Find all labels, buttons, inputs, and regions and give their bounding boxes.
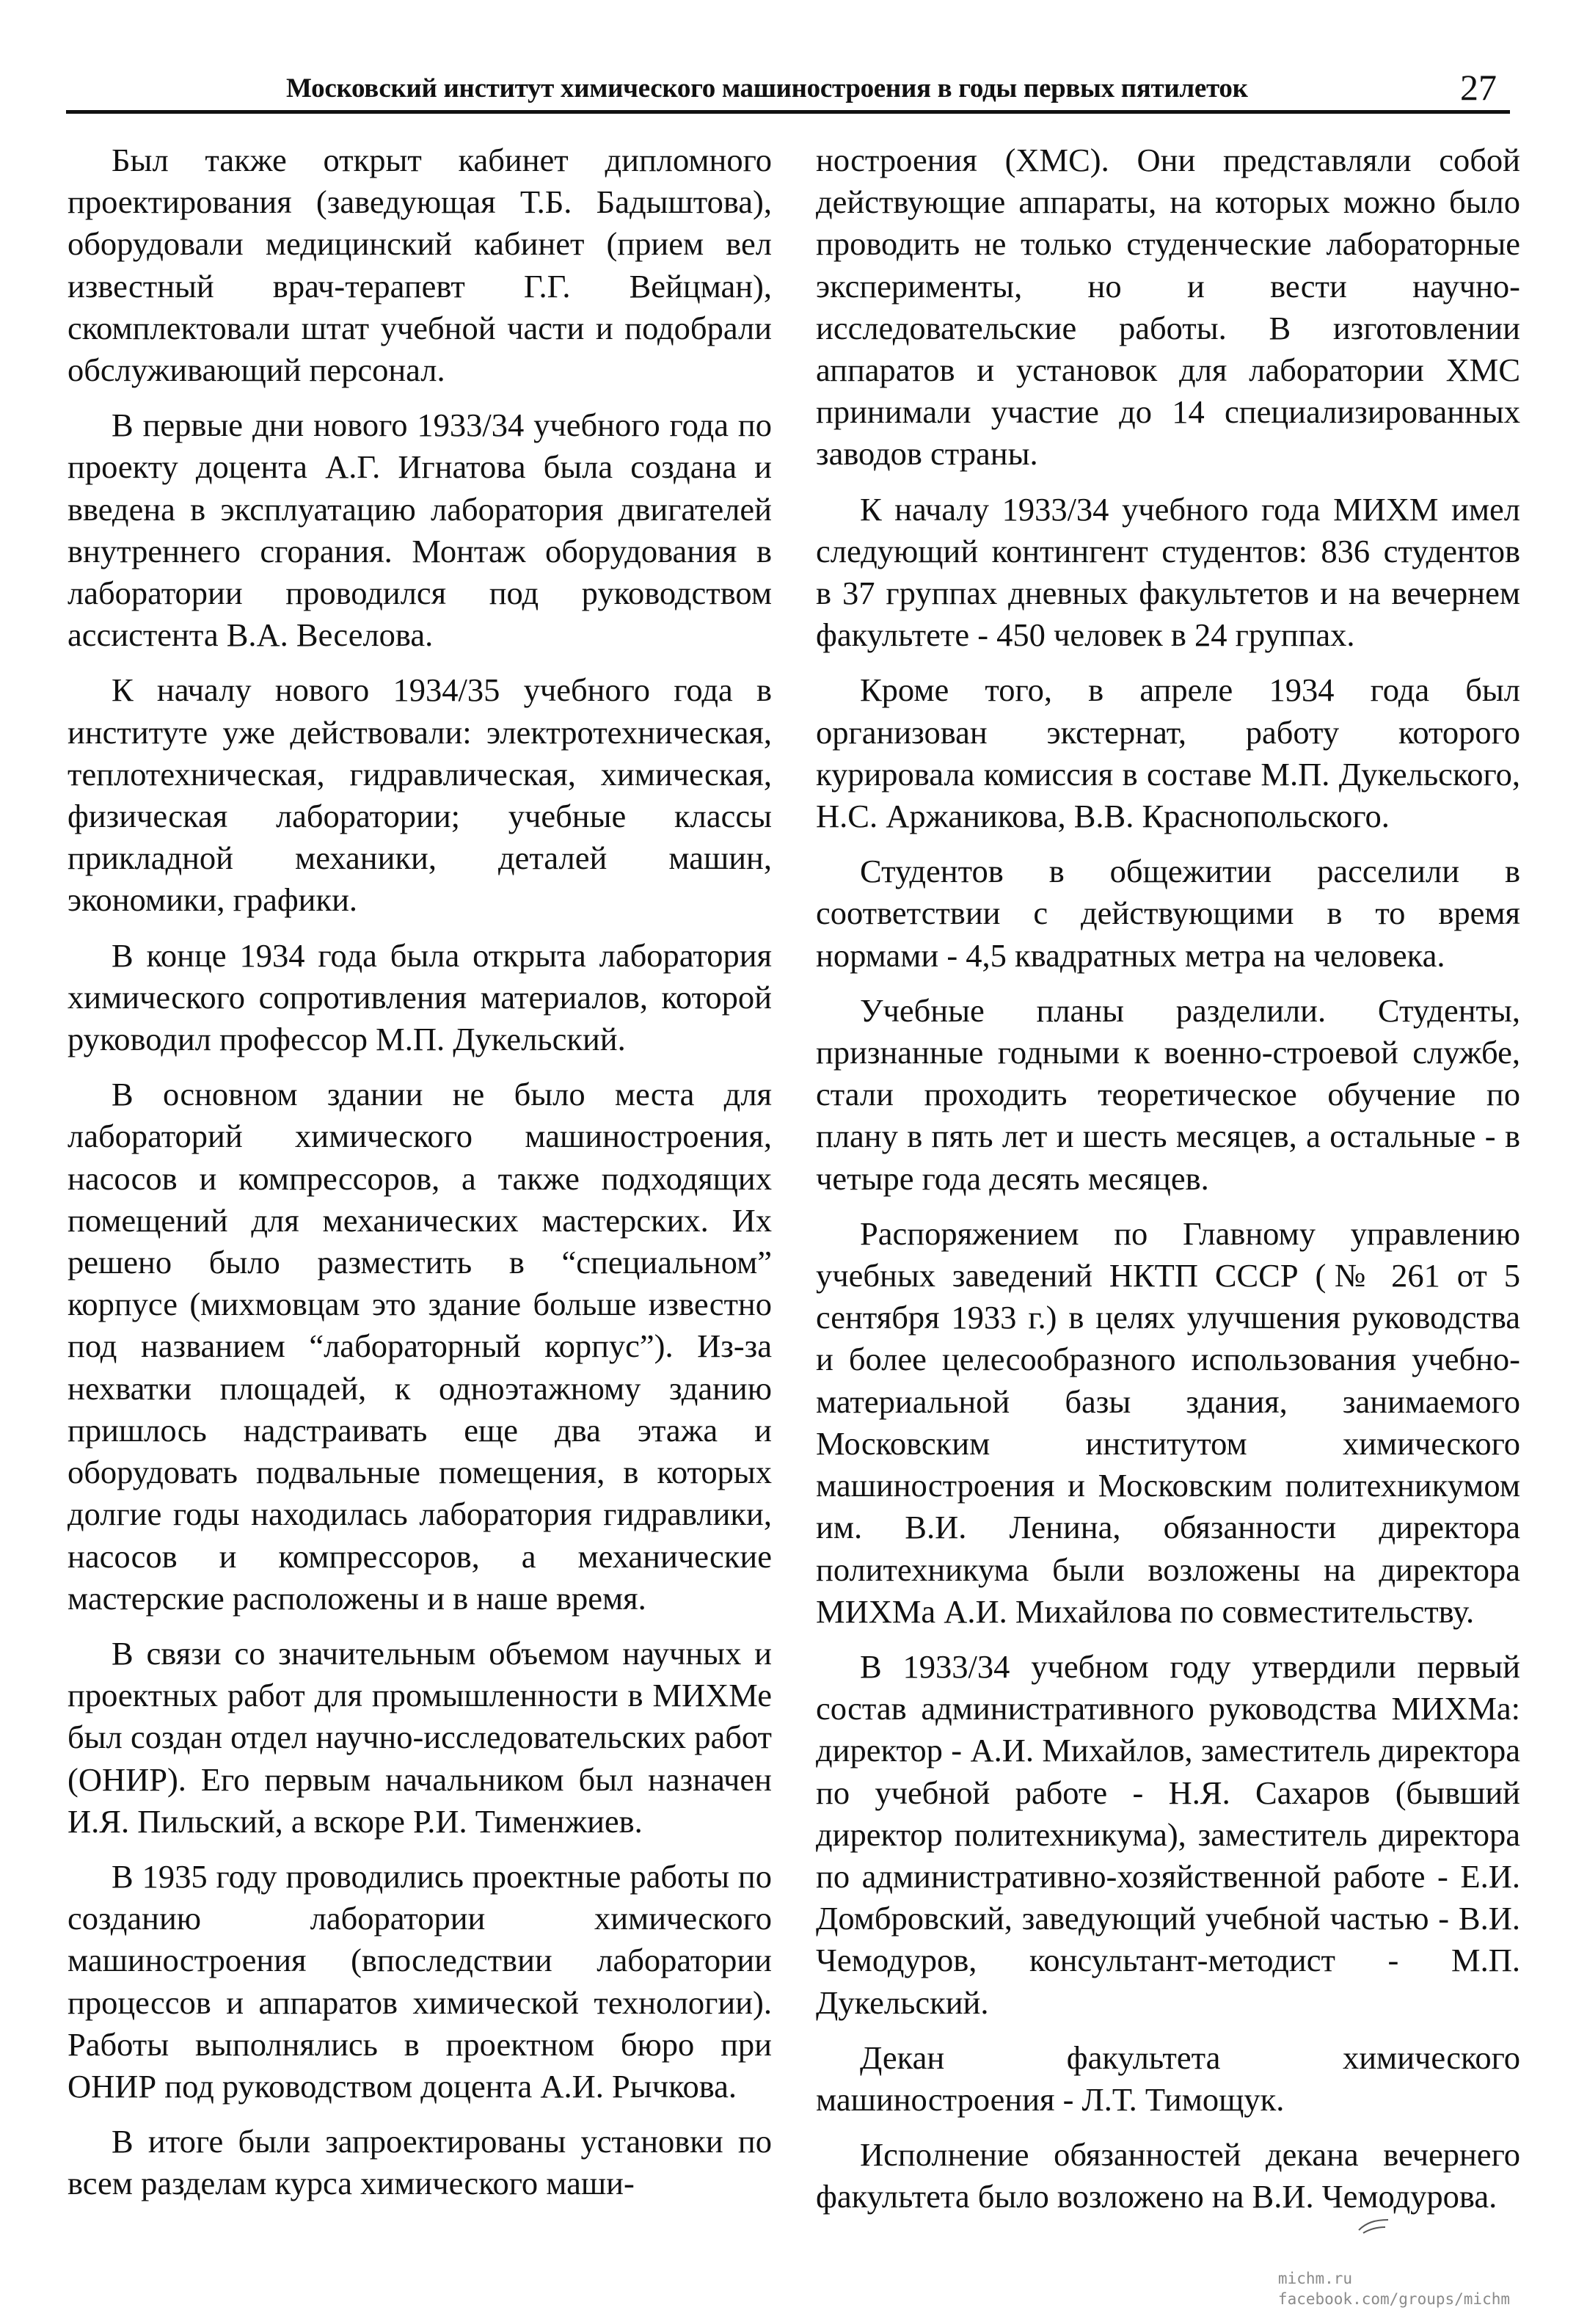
paragraph: В 1935 году проводились проектные работы по созданию лаборатории химического машиностроения (впоследствии лаборатории процессов и аппаратов химической технологии). Работы выполнялись в проектном бюро при ОНИР под руководством доцента А.И. Рычкова. bbox=[68, 1857, 772, 2105]
paragraph: В связи со значительным объемом научных и проектных работ для промышленности в МИХМе был создан отдел научно-исследовательских работ (ОНИР). Его первым начальником был назначен И.Я. Пильский, а вскоре Р.И. Тименжиев. bbox=[68, 1634, 772, 1840]
paragraph: Учебные планы разделили. Студенты, признанные годными к военно-строевой службе, стали проходить теоретическое обучение по плану в пять лет и шесть месяцев, а остальные - в четыре года десять месяцев. bbox=[816, 991, 1520, 1197]
right-column bbox=[816, 139, 1520, 2232]
paragraph: К началу нового 1934/35 учебного года в институте уже действовали: электротехническая, теплотехническая, гидравлическая, химическая, физическая лаборатории; учебные классы прикладной механики, деталей машин, экономики, графики. bbox=[68, 671, 772, 919]
pen-stroke-icon bbox=[1356, 2215, 1393, 2236]
paragraph: Студентов в общежитии расселили в соответствии с действующими в то время нормами - 4,5 квадратных метра на человека. bbox=[816, 853, 1520, 974]
footer-site: michm.ru bbox=[1277, 2270, 1353, 2287]
paragraph: Декан факультета химического машиностроения - Л.Т. Тимощук. bbox=[816, 2039, 1520, 2118]
paragraph: В 1933/34 учебном году утвердили первый состав административного руководства МИХМа: директор - А.И. Михайлов, заместитель директора по учебной работе - Н.Я. Сахаров (бывший директор политехникума), заместитель директора по административно-хозяйственной работе - Е.И. Домбровский, заведующий учебной частью - В.И. Чемодуров, консультант-методист - М.П. Дукельский. bbox=[816, 1647, 1520, 2021]
paragraph: Распоряжением по Главному управлению учебных заведений НКТП СССР (№ 261 от 5 сентября 1933 г.) в целях улучшения руководства и более целесообразного использования учебно-материальной базы здания, занимаемого Московским институтом химического машиностроения и Московским политехникумом им. В.И. Ленина, обязанности директора политехникума были возложены на директора МИХМа А.И. Михайлова по совместительству. bbox=[816, 1214, 1520, 1630]
paragraph: Исполнение обязанностей декана вечернего факультета было возложено на В.И. Чемодурова. bbox=[816, 2136, 1520, 2215]
running-title: Московский институт химического машиностроения в годы первых пятилеток bbox=[286, 73, 1248, 103]
paragraph: В основном здании не было места для лабораторий химического машиностроения, насосов и компрессоров, а также подходящих помещений для механических мастерских. Их решено было разместить в “специальном” корпусе (михмовцам это здание больше известно под названием “лабораторный корпус”). Из-за нехватки площадей, к одноэтажному зданию пришлось надстраивать еще два этажа и оборудовать подвальные помещения, в которых долгие годы находилась лаборатория гидравлики, насосов и компрессоров, а механические мастерские расположены и в наше время. bbox=[68, 1076, 772, 1617]
footer-watermark bbox=[1278, 2268, 1510, 2309]
paragraph: В конце 1934 года была открыта лаборатория химического сопротивления материалов, которой руководил профессор М.П. Дукельский. bbox=[68, 936, 772, 1058]
footer-group-link: facebook.com/groups/michm bbox=[1277, 2290, 1510, 2308]
page-header bbox=[66, 63, 1510, 114]
left-column bbox=[68, 139, 772, 2218]
paragraph: ностроения (ХМС). Они представляли собой действующие аппараты, на которых можно было проводить не только студенческие лабораторные эксперименты, но и вести научно-исследовательские работы. В изготовлении аппаратов и установок для лаборатории ХМС принимали участие до 14 специализированных заводов страны. bbox=[816, 142, 1520, 473]
paragraph: В итоге были запроектированы установки по всем разделам курса химического маши- bbox=[68, 2123, 772, 2202]
paragraph: В первые дни нового 1933/34 учебного года по проекту доцента А.Г. Игнатова была создана и введена в эксплуатацию лаборатория двигателей внутреннего сгорания. Монтаж оборудования в лаборатории проводился под руководством ассистента В.А. Веселова. bbox=[68, 407, 772, 654]
paragraph: Кроме того, в апреле 1934 года был организован экстернат, работу которого курировала комиссия в составе М.П. Дукельского, Н.С. Аржаникова, В.В. Краснопольского. bbox=[816, 671, 1520, 835]
page-number: 27 bbox=[1460, 67, 1497, 108]
paragraph: Был также открыт кабинет дипломного проектирования (заведующая Т.Б. Бадыштова), оборудовали медицинский кабинет (прием вел известный врач-терапевт Г.Г. Вейцман), скомплектовали штат учебной части и подобрали обслуживающий персонал. bbox=[68, 142, 772, 389]
paragraph: К началу 1933/34 учебного года МИХМ имел следующий контингент студентов: 836 студентов в 37 группах дневных факультетов и на вечернем факультете - 450 человек в 24 группах. bbox=[816, 490, 1520, 654]
